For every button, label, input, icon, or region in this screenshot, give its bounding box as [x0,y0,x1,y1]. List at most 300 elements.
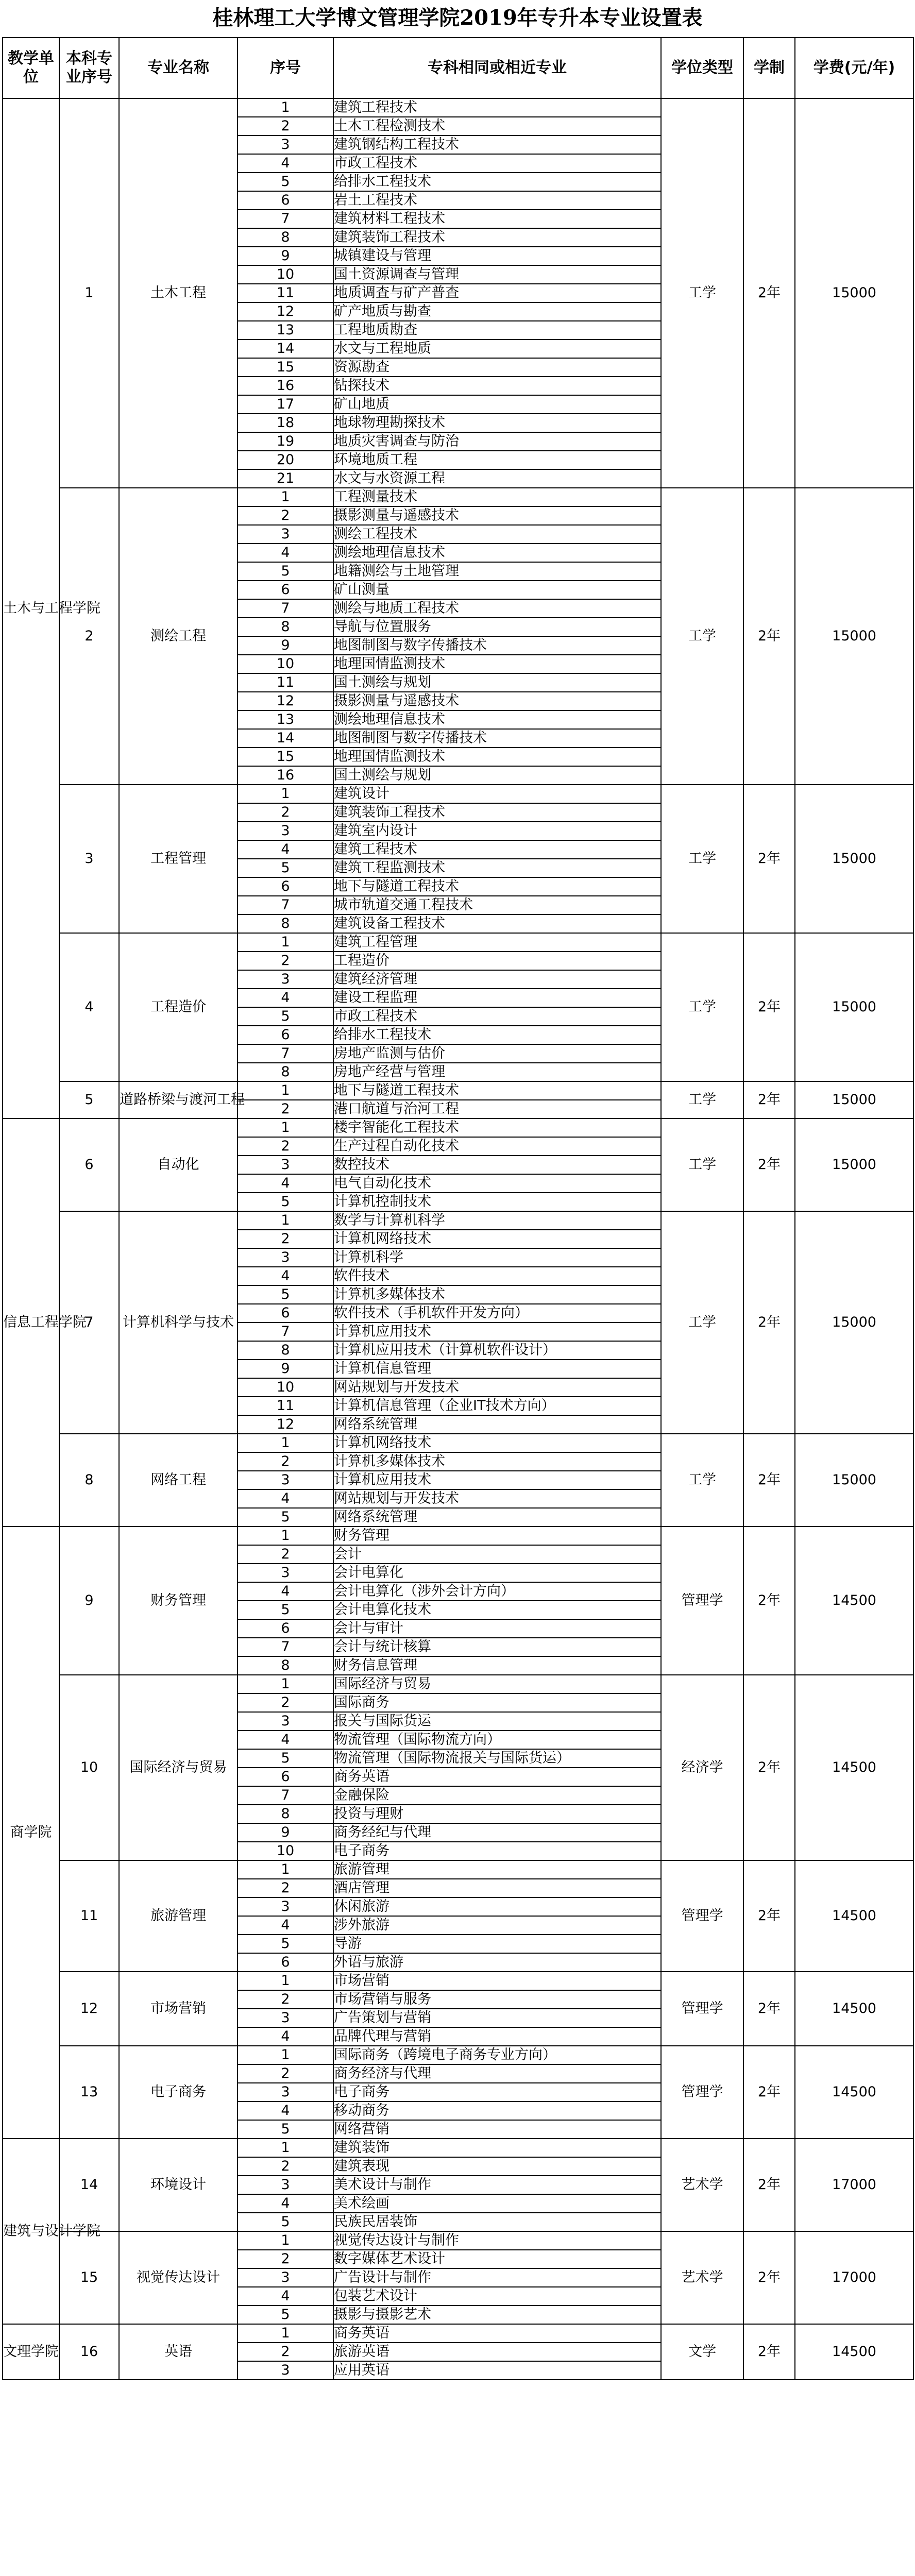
related-major-cell: 导航与位置服务 [333,618,661,636]
fee-cell: 14500 [795,1675,913,1860]
related-major-cell: 会计电算化技术 [333,1601,661,1619]
sub-no-cell: 9 [238,1823,333,1842]
sub-no-cell: 1 [238,488,333,506]
related-major-cell: 会计与统计核算 [333,1638,661,1656]
sub-no-cell: 11 [238,673,333,692]
fee-cell: 17000 [795,2139,913,2231]
sub-no-cell: 10 [238,1842,333,1860]
related-major-cell: 建筑设备工程技术 [333,914,661,933]
major-no-cell: 4 [59,933,119,1081]
related-major-cell: 建筑工程管理 [333,933,661,952]
related-major-cell: 摄影与摄影艺术 [333,2306,661,2324]
related-major-cell: 地质调查与矿产普查 [333,284,661,302]
degree-cell: 工学 [661,1211,743,1434]
sub-no-cell: 4 [238,154,333,173]
sub-no-cell: 6 [238,1304,333,1323]
related-major-cell: 摄影测量与遥感技术 [333,692,661,710]
sub-no-cell: 12 [238,692,333,710]
sub-no-cell: 3 [238,1248,333,1267]
related-major-cell: 物流管理（国际物流方向） [333,1731,661,1749]
sub-no-cell: 1 [238,1972,333,1990]
major-no-cell: 3 [59,785,119,933]
related-major-cell: 地下与隧道工程技术 [333,1081,661,1100]
duration-cell: 2年 [743,2139,795,2231]
duration-cell: 2年 [743,1211,795,1434]
table-row [3,1675,913,1693]
related-major-cell: 地球物理勘探技术 [333,414,661,432]
fee-cell: 15000 [795,785,913,933]
related-major-cell: 电子商务 [333,2083,661,2102]
related-major-cell: 建筑工程技术 [333,840,661,859]
duration-cell: 2年 [743,2324,795,2380]
sub-no-cell: 5 [238,1508,333,1527]
degree-cell: 经济学 [661,1675,743,1860]
degree-cell: 工学 [661,488,743,785]
sub-no-cell: 4 [238,2287,333,2306]
sub-no-cell: 15 [238,358,333,377]
related-major-cell: 建筑经济管理 [333,970,661,989]
major-no-cell: 8 [59,1434,119,1527]
related-major-cell: 市政工程技术 [333,1007,661,1026]
header-major-no: 本科专业序号 [59,38,119,98]
fee-cell: 14500 [795,2324,913,2380]
dept-cell: 土木与工程学院 [3,98,59,1118]
table-row [3,488,913,506]
sub-no-cell: 3 [238,135,333,154]
related-major-cell: 移动商务 [333,2102,661,2120]
sub-no-cell: 6 [238,1026,333,1044]
related-major-cell: 建筑工程技术 [333,98,661,117]
related-major-cell: 金融保险 [333,1786,661,1805]
sub-no-cell: 1 [238,98,333,117]
related-major-cell: 国际商务 [333,1693,661,1712]
related-major-cell: 地籍测绘与土地管理 [333,562,661,581]
major-name-cell: 工程管理 [119,785,238,933]
sub-no-cell: 4 [238,2102,333,2120]
table-row [3,1527,913,1545]
related-major-cell: 美术绘画 [333,2194,661,2213]
major-name-cell: 计算机科学与技术 [119,1211,238,1434]
sub-no-cell: 1 [238,1118,333,1137]
related-major-cell: 导游 [333,1935,661,1953]
related-major-cell: 计算机网络技术 [333,1230,661,1248]
fee-cell: 14500 [795,1972,913,2046]
related-major-cell: 建设工程监理 [333,989,661,1007]
related-major-cell: 楼宇智能化工程技术 [333,1118,661,1137]
duration-cell: 2年 [743,98,795,488]
related-major-cell: 建筑室内设计 [333,822,661,840]
sub-no-cell: 2 [238,1230,333,1248]
sub-no-cell: 7 [238,1786,333,1805]
related-major-cell: 计算机科学 [333,1248,661,1267]
related-major-cell: 电气自动化技术 [333,1174,661,1193]
degree-cell: 文学 [661,2324,743,2380]
sub-no-cell: 9 [238,247,333,265]
related-major-cell: 数学与计算机科学 [333,1211,661,1230]
related-major-cell: 生产过程自动化技术 [333,1137,661,1156]
major-no-cell: 6 [59,1118,119,1211]
related-major-cell: 建筑工程监测技术 [333,859,661,877]
related-major-cell: 商务经济与代理 [333,2064,661,2083]
related-major-cell: 给排水工程技术 [333,1026,661,1044]
major-name-cell: 环境设计 [119,2139,238,2231]
major-no-cell: 9 [59,1527,119,1675]
related-major-cell: 建筑装饰工程技术 [333,228,661,247]
sub-no-cell: 7 [238,1638,333,1656]
related-major-cell: 网络系统管理 [333,1508,661,1527]
major-name-cell: 工程造价 [119,933,238,1081]
sub-no-cell: 1 [238,1527,333,1545]
header-major-name: 专业名称 [119,38,238,98]
fee-cell: 14500 [795,2046,913,2139]
major-no-cell: 12 [59,1972,119,2046]
sub-no-cell: 1 [238,1434,333,1452]
related-major-cell: 网络营销 [333,2120,661,2139]
degree-cell: 管理学 [661,1972,743,2046]
table-row [3,785,913,803]
related-major-cell: 旅游管理 [333,1860,661,1879]
related-major-cell: 市场营销与服务 [333,1990,661,2009]
related-major-cell: 给排水工程技术 [333,173,661,191]
related-major-cell: 计算机应用技术（计算机软件设计） [333,1341,661,1360]
degree-cell: 工学 [661,98,743,488]
major-name-cell: 国际经济与贸易 [119,1675,238,1860]
sub-no-cell: 8 [238,618,333,636]
related-major-cell: 网站规划与开发技术 [333,1489,661,1508]
related-major-cell: 测绘与地质工程技术 [333,599,661,618]
related-major-cell: 报关与国际货运 [333,1712,661,1731]
related-major-cell: 数控技术 [333,1156,661,1174]
related-major-cell: 计算机信息管理（企业IT技术方向） [333,1397,661,1415]
related-major-cell: 地理国情监测技术 [333,748,661,766]
related-major-cell: 建筑表现 [333,2157,661,2176]
related-major-cell: 物流管理（国际物流报关与国际货运） [333,1749,661,1768]
sub-no-cell: 5 [238,1285,333,1304]
dept-cell: 建筑与设计学院 [3,2139,59,2324]
sub-no-cell: 7 [238,1044,333,1063]
sub-no-cell: 19 [238,432,333,451]
major-name-cell: 道路桥梁与渡河工程 [119,1081,238,1118]
sub-no-cell: 3 [238,2083,333,2102]
major-no-cell: 15 [59,2231,119,2324]
table-row [3,2324,913,2343]
table-body [3,98,913,2380]
sub-no-cell: 13 [238,321,333,340]
sub-no-cell: 7 [238,210,333,228]
related-major-cell: 国土测绘与规划 [333,673,661,692]
sub-no-cell: 16 [238,766,333,785]
sub-no-cell: 4 [238,989,333,1007]
sub-no-cell: 18 [238,414,333,432]
related-major-cell: 旅游英语 [333,2343,661,2361]
fee-cell: 17000 [795,2231,913,2324]
sub-no-cell: 6 [238,1619,333,1638]
duration-cell: 2年 [743,1527,795,1675]
sub-no-cell: 17 [238,395,333,414]
duration-cell: 2年 [743,1860,795,1972]
table-row [3,1434,913,1452]
related-major-cell: 资源勘查 [333,358,661,377]
page-title: 桂林理工大学博文管理学院2019年专升本专业设置表 [212,6,703,30]
sub-no-cell: 6 [238,581,333,599]
sub-no-cell: 13 [238,710,333,729]
sub-no-cell: 6 [238,1953,333,1972]
fee-cell: 15000 [795,933,913,1081]
sub-no-cell: 5 [238,562,333,581]
sub-no-cell: 1 [238,2231,333,2250]
table-row [3,1081,913,1100]
sub-no-cell: 8 [238,1341,333,1360]
major-name-cell: 视觉传达设计 [119,2231,238,2324]
degree-cell: 管理学 [661,1527,743,1675]
sub-no-cell: 3 [238,1156,333,1174]
major-table [2,37,914,2380]
major-name-cell: 旅游管理 [119,1860,238,1972]
degree-cell: 工学 [661,1118,743,1211]
major-no-cell: 2 [59,488,119,785]
related-major-cell: 环境地质工程 [333,451,661,469]
related-major-cell: 国际经济与贸易 [333,1675,661,1693]
related-major-cell: 会计电算化（涉外会计方向） [333,1582,661,1601]
sub-no-cell: 11 [238,1397,333,1415]
sub-no-cell: 10 [238,655,333,673]
sub-no-cell: 10 [238,265,333,284]
major-name-cell: 财务管理 [119,1527,238,1675]
duration-cell: 2年 [743,1118,795,1211]
sub-no-cell: 1 [238,2324,333,2343]
sub-no-cell: 2 [238,1452,333,1471]
header-sub-no: 序号 [238,38,333,98]
sub-no-cell: 2 [238,2064,333,2083]
sub-no-cell: 6 [238,191,333,210]
sub-no-cell: 8 [238,1063,333,1081]
related-major-cell: 测绘工程技术 [333,525,661,544]
related-major-cell: 应用英语 [333,2361,661,2380]
sub-no-cell: 2 [238,1100,333,1118]
related-major-cell: 工程测量技术 [333,488,661,506]
related-major-cell: 计算机控制技术 [333,1193,661,1211]
related-major-cell: 矿产地质与勘查 [333,302,661,321]
degree-cell: 工学 [661,933,743,1081]
sub-no-cell: 5 [238,1749,333,1768]
table-row [3,1972,913,1990]
fee-cell: 14500 [795,1527,913,1675]
duration-cell: 2年 [743,785,795,933]
related-major-cell: 计算机多媒体技术 [333,1452,661,1471]
related-major-cell: 建筑设计 [333,785,661,803]
sub-no-cell: 1 [238,1860,333,1879]
related-major-cell: 测绘地理信息技术 [333,544,661,562]
sub-no-cell: 3 [238,2268,333,2287]
sub-no-cell: 4 [238,2027,333,2046]
table-row [3,933,913,952]
sub-no-cell: 2 [238,506,333,525]
related-major-cell: 包装艺术设计 [333,2287,661,2306]
related-major-cell: 外语与旅游 [333,1953,661,1972]
duration-cell: 2年 [743,1434,795,1527]
sub-no-cell: 4 [238,1489,333,1508]
sub-no-cell: 9 [238,1360,333,1378]
related-major-cell: 矿山地质 [333,395,661,414]
related-major-cell: 计算机信息管理 [333,1360,661,1378]
duration-cell: 2年 [743,2046,795,2139]
sub-no-cell: 2 [238,1879,333,1897]
duration-cell: 2年 [743,933,795,1081]
related-major-cell: 会计 [333,1545,661,1564]
major-name-cell: 英语 [119,2324,238,2380]
table-row [3,2231,913,2250]
fee-cell: 15000 [795,488,913,785]
related-major-cell: 水文与工程地质 [333,340,661,358]
sub-no-cell: 1 [238,1211,333,1230]
related-major-cell: 房地产经营与管理 [333,1063,661,1081]
table-row [3,98,913,117]
table-row [3,1860,913,1879]
sub-no-cell: 2 [238,2157,333,2176]
dept-cell: 商学院 [3,1527,59,2139]
sub-no-cell: 20 [238,451,333,469]
related-major-cell: 会计电算化 [333,1564,661,1582]
sub-no-cell: 6 [238,1768,333,1786]
sub-no-cell: 2 [238,952,333,970]
related-major-cell: 土木工程检测技术 [333,117,661,135]
sub-no-cell: 8 [238,228,333,247]
sub-no-cell: 9 [238,636,333,655]
sub-no-cell: 3 [238,1712,333,1731]
table-row [3,2046,913,2064]
table-header-row [3,38,913,98]
sub-no-cell: 3 [238,822,333,840]
sub-no-cell: 5 [238,1193,333,1211]
dept-cell: 信息工程学院 [3,1118,59,1527]
degree-cell: 艺术学 [661,2139,743,2231]
related-major-cell: 涉外旅游 [333,1916,661,1935]
major-name-cell: 电子商务 [119,2046,238,2139]
sub-no-cell: 5 [238,173,333,191]
degree-cell: 工学 [661,785,743,933]
related-major-cell: 美术设计与制作 [333,2176,661,2194]
sub-no-cell: 2 [238,2343,333,2361]
major-name-cell: 市场营销 [119,1972,238,2046]
related-major-cell: 房地产监测与估价 [333,1044,661,1063]
related-major-cell: 城镇建设与管理 [333,247,661,265]
sub-no-cell: 6 [238,877,333,896]
related-major-cell: 市政工程技术 [333,154,661,173]
related-major-cell: 投资与理财 [333,1805,661,1823]
related-major-cell: 钻探技术 [333,377,661,395]
sub-no-cell: 4 [238,1916,333,1935]
sub-no-cell: 4 [238,544,333,562]
related-major-cell: 财务信息管理 [333,1656,661,1675]
sub-no-cell: 12 [238,1415,333,1434]
sub-no-cell: 5 [238,1935,333,1953]
related-major-cell: 城市轨道交通工程技术 [333,896,661,914]
related-major-cell: 软件技术（手机软件开发方向） [333,1304,661,1323]
duration-cell: 2年 [743,488,795,785]
sub-no-cell: 4 [238,1731,333,1749]
sub-no-cell: 3 [238,1897,333,1916]
sub-no-cell: 7 [238,1323,333,1341]
related-major-cell: 摄影测量与遥感技术 [333,506,661,525]
major-no-cell: 7 [59,1211,119,1434]
major-name-cell: 土木工程 [119,98,238,488]
sub-no-cell: 5 [238,1601,333,1619]
degree-cell: 工学 [661,1081,743,1118]
fee-cell: 15000 [795,1211,913,1434]
sub-no-cell: 2 [238,803,333,822]
sub-no-cell: 4 [238,1174,333,1193]
related-major-cell: 地质灾害调查与防治 [333,432,661,451]
sub-no-cell: 5 [238,2306,333,2324]
related-major-cell: 国土测绘与规划 [333,766,661,785]
related-major-cell: 地下与隧道工程技术 [333,877,661,896]
related-major-cell: 建筑材料工程技术 [333,210,661,228]
related-major-cell: 网站规划与开发技术 [333,1378,661,1397]
related-major-cell: 国土资源调查与管理 [333,265,661,284]
table-row [3,1211,913,1230]
related-major-cell: 品牌代理与营销 [333,2027,661,2046]
fee-cell: 14500 [795,1860,913,1972]
major-no-cell: 16 [59,2324,119,2380]
sub-no-cell: 1 [238,1081,333,1100]
fee-cell: 15000 [795,1434,913,1527]
related-major-cell: 网络系统管理 [333,1415,661,1434]
sub-no-cell: 3 [238,2009,333,2027]
sub-no-cell: 7 [238,599,333,618]
related-major-cell: 港口航道与治河工程 [333,1100,661,1118]
major-no-cell: 5 [59,1081,119,1118]
sub-no-cell: 4 [238,1267,333,1285]
related-major-cell: 软件技术 [333,1267,661,1285]
sub-no-cell: 5 [238,2213,333,2231]
related-major-cell: 工程造价 [333,952,661,970]
related-major-cell: 商务英语 [333,2324,661,2343]
sub-no-cell: 4 [238,1582,333,1601]
sub-no-cell: 2 [238,2250,333,2268]
sub-no-cell: 12 [238,302,333,321]
sub-no-cell: 14 [238,340,333,358]
major-name-cell: 网络工程 [119,1434,238,1527]
sub-no-cell: 16 [238,377,333,395]
related-major-cell: 地图制图与数字传播技术 [333,729,661,748]
major-no-cell: 14 [59,2139,119,2231]
sub-no-cell: 1 [238,785,333,803]
related-major-cell: 市场营销 [333,1972,661,1990]
sub-no-cell: 5 [238,1007,333,1026]
related-major-cell: 广告策划与营销 [333,2009,661,2027]
major-no-cell: 10 [59,1675,119,1860]
sub-no-cell: 7 [238,896,333,914]
sub-no-cell: 1 [238,1675,333,1693]
related-major-cell: 建筑钢结构工程技术 [333,135,661,154]
related-major-cell: 广告设计与制作 [333,2268,661,2287]
duration-cell: 2年 [743,2231,795,2324]
related-major-cell: 商务英语 [333,1768,661,1786]
fee-cell: 15000 [795,1118,913,1211]
sub-no-cell: 3 [238,525,333,544]
header-dept: 教学单位 [3,38,59,98]
sub-no-cell: 10 [238,1378,333,1397]
related-major-cell: 地图制图与数字传播技术 [333,636,661,655]
degree-cell: 工学 [661,1434,743,1527]
sub-no-cell: 8 [238,1805,333,1823]
related-major-cell: 财务管理 [333,1527,661,1545]
sub-no-cell: 5 [238,859,333,877]
sub-no-cell: 3 [238,970,333,989]
degree-cell: 管理学 [661,1860,743,1972]
duration-cell: 2年 [743,1675,795,1860]
related-major-cell: 电子商务 [333,1842,661,1860]
